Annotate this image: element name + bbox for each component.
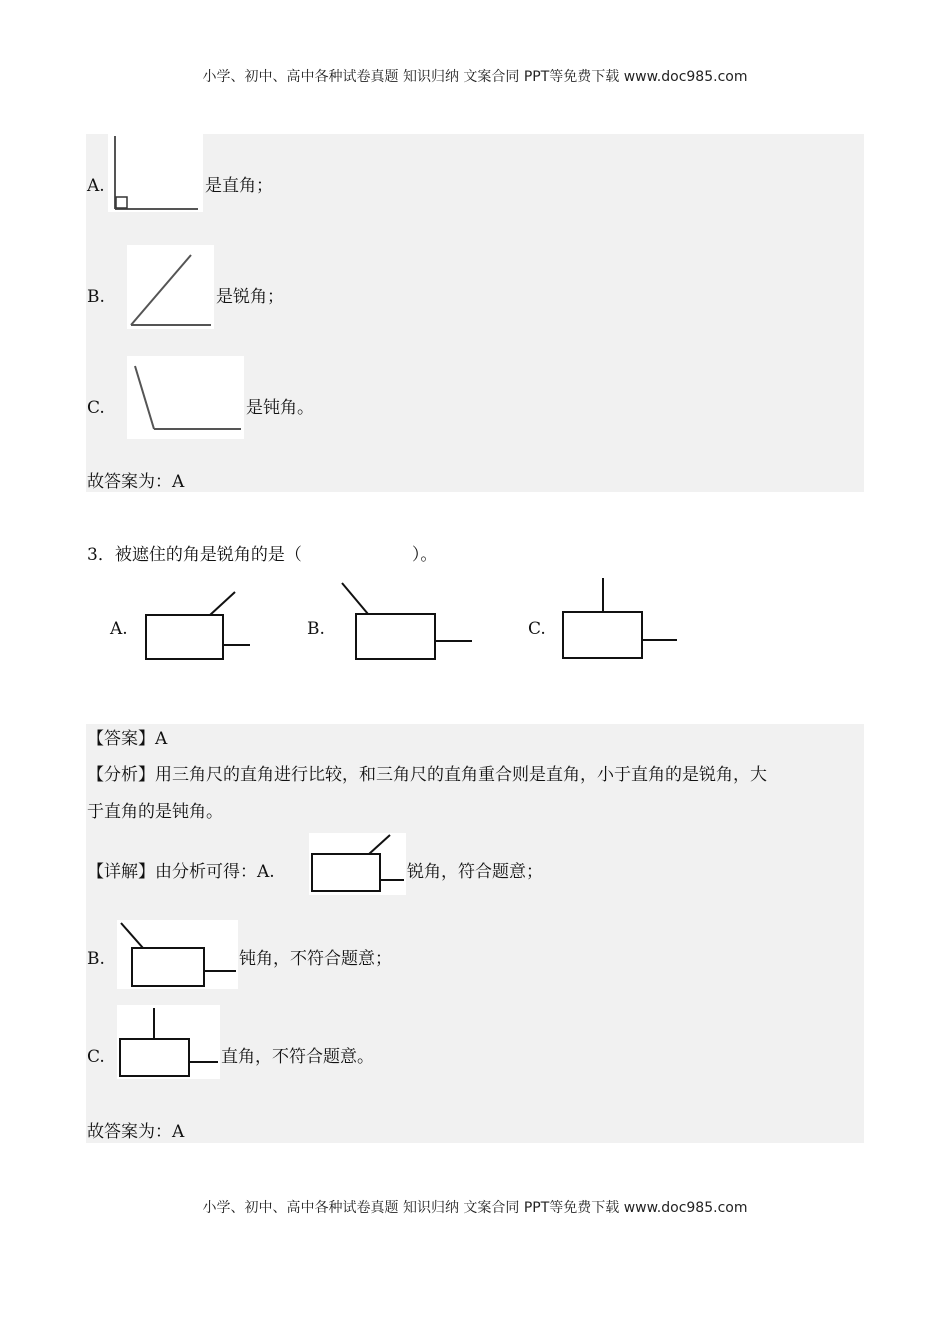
page-footer: 小学、初中、高中各种试卷真题 知识归纳 文案合同 PPT等免费下载 www.doc985.com [202, 1200, 748, 1216]
option-c-label: C. [87, 398, 105, 418]
right-angle-figure [108, 134, 203, 212]
right-angle-drawing [108, 134, 203, 212]
q3-option-a-label: A. [110, 619, 128, 639]
answer-conclusion: 故答案为：A [87, 1122, 185, 1142]
option-c-text: 是钝角。 [246, 398, 314, 418]
page-header: 小学、初中、高中各种试卷真题 知识归纳 文案合同 PPT等免费下载 www.doc985.com [202, 69, 748, 85]
detail-prefix: 【详解】由分析可得：A. [87, 862, 275, 882]
detail-b-figure [117, 920, 238, 989]
analysis-line-1: 【分析】用三角尺的直角进行比较，和三角尺的直角重合则是直角，小于直角的是锐角，大 [87, 765, 767, 785]
detail-a-figure [309, 833, 406, 895]
detail-b-text: 钝角，不符合题意； [239, 949, 392, 969]
question-3-stem-start: 3．被遮住的角是锐角的是（ [87, 545, 302, 565]
acute-angle-drawing [127, 245, 214, 329]
detail-b-drawing [117, 920, 238, 989]
q3-option-c-figure [558, 576, 683, 663]
acute-angle-figure [127, 245, 214, 329]
detail-c-drawing [117, 1005, 220, 1079]
detail-a-text: 锐角，符合题意； [407, 862, 543, 882]
question-3-stem-end: ）。 [411, 545, 438, 565]
answer-line: 【答案】A [87, 729, 168, 749]
q3-option-c-label: C. [528, 619, 546, 639]
detail-c-text: 直角，不符合题意。 [221, 1047, 374, 1067]
detail-a-drawing [309, 833, 406, 895]
q3-option-b-figure [338, 580, 478, 663]
obtuse-angle-figure [127, 356, 244, 439]
analysis-line-2: 于直角的是钝角。 [87, 802, 223, 822]
detail-c-figure [117, 1005, 220, 1079]
option-a-label: A. [87, 176, 105, 196]
q3-option-a-figure [140, 588, 255, 663]
detail-c-label: C. [87, 1047, 105, 1067]
question-3-stem [87, 545, 437, 565]
option-b-label: B. [87, 287, 105, 307]
option-b-text: 是锐角； [216, 287, 284, 307]
detail-b-label: B. [87, 949, 105, 969]
obtuse-angle-drawing [127, 356, 244, 439]
option-a-text: 是直角； [205, 176, 273, 196]
previous-conclusion: 故答案为：A [87, 472, 185, 492]
q3-option-b-label: B. [307, 619, 325, 639]
